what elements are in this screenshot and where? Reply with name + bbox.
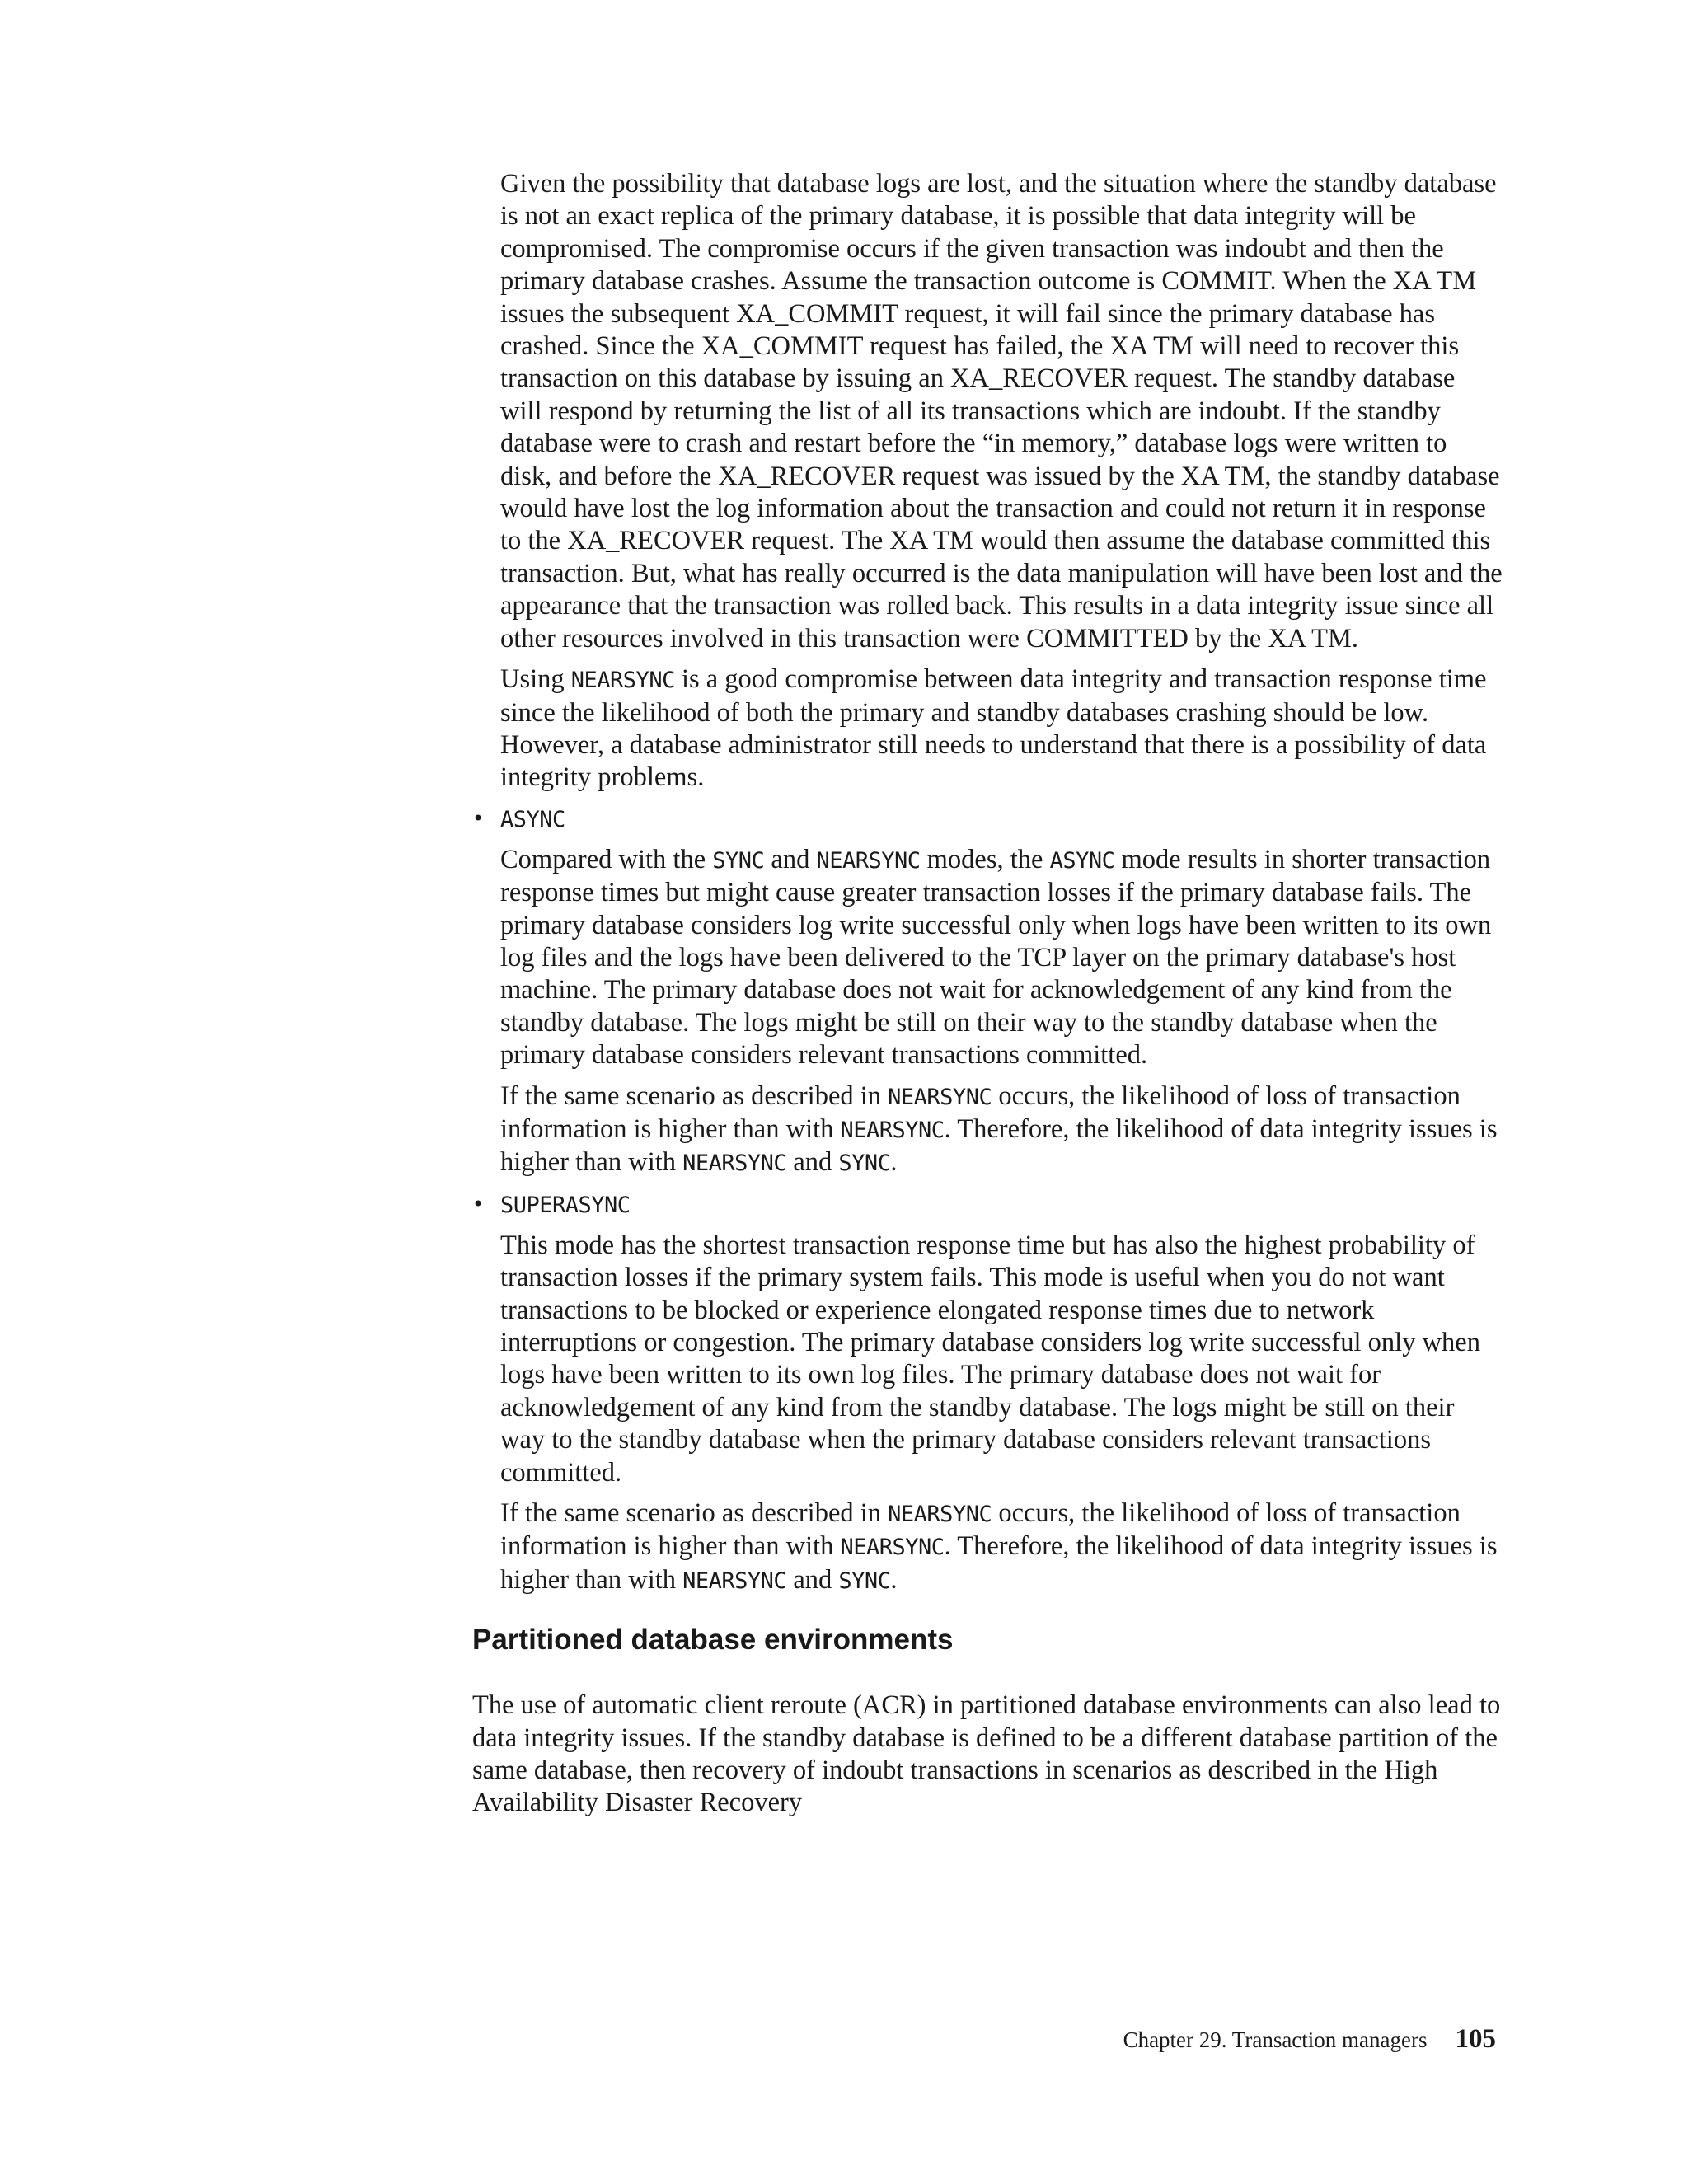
section-heading: Partitioned database environments <box>472 1624 954 1657</box>
paragraph-indoubt-risk: Given the possibility that database logs are lost, and the situation where the standby database is not an exact replica of the primary database, it is possible that data integrity will be compromised. The compromise occurs if the given transaction was indoubt and then the primary database crashes. Assume the transaction outcome is COMMIT. When the XA TM issues the subsequent XA_COMMIT request, it will fail since the primary database has crashed. Since the XA_COMMIT request has failed, the XA TM will need to recover this transaction on this database by issuing an XA_RECOVER request. The standby database will respond by returning the list of all its transactions which are indoubt. If the standby database were to crash and restart before the “in memory,” database logs were written to disk, and before the XA_RECOVER request was issued by the XA TM, the standby database would have lost the log information about the transaction and could not return it in response to the XA_RECOVER request. The XA TM would then assume the database committed this transaction. But, what has really occurred is the data manipulation will have been lost and the appearance that the transaction was rolled back. This results in a data integrity issue since all other resources involved in this transaction were COMMITTED by the XA TM. <box>500 169 1503 654</box>
paragraph-superasync-scenario <box>500 1497 1503 1597</box>
text-run: Compared with the <box>500 844 713 874</box>
paragraph-async-description <box>500 844 1503 1072</box>
page-footer <box>1123 2024 1496 2055</box>
text-run: and <box>786 1564 839 1595</box>
page-content <box>472 168 1503 1828</box>
code-nearsync: NEARSYNC <box>840 1535 945 1561</box>
code-nearsync: NEARSYNC <box>888 1502 992 1528</box>
text-run: . Therefore, the likelihood of data integrity issues is higher than with <box>500 1531 1498 1595</box>
list-item-superasync <box>472 1188 1503 1221</box>
code-nearsync: NEARSYNC <box>840 1117 945 1143</box>
paragraph-nearsync-compromise <box>500 663 1503 794</box>
paragraph-superasync-description: This mode has the shortest transaction response time but has also the highest probability of transaction losses if the primary system fails. This mode is useful when you do not want transactions to be blocked or experience elongated response times due to network interruptions or congestion. The primary database considers log write successful only when logs have been written to its own log files. The primary database does not wait for acknowledgement of any kind from the standby database. The logs might be still on their way to the standby database when the primary database considers relevant transactions committed. <box>500 1230 1480 1488</box>
text-run: If the same scenario as described in <box>500 1080 889 1111</box>
list-item-async <box>472 803 1503 836</box>
text-run: is a good compromise between data integrity and transaction response time since the likelihood of both the primary and standby databases crashing should be low. However, a database administrator still needs to understand that there is a possibility of data integrity problems. <box>500 664 1487 793</box>
code-sync: SYNC <box>838 1151 891 1177</box>
footer-chapter-title: Chapter 29. Transaction managers <box>1123 2027 1428 2052</box>
text-run: and <box>786 1147 839 1178</box>
text-run: modes, the <box>920 844 1050 874</box>
code-nearsync: NEARSYNC <box>816 847 921 874</box>
code-nearsync: NEARSYNC <box>682 1568 787 1594</box>
code-async: ASYNC <box>1049 847 1115 874</box>
page-number: 105 <box>1455 2024 1496 2054</box>
text-run: . <box>890 1147 898 1178</box>
paragraph-async-scenario <box>500 1080 1503 1180</box>
code-superasync-label: SUPERASYNC <box>500 1192 631 1218</box>
text-run: and <box>764 844 817 874</box>
text-run: Using <box>500 664 571 695</box>
code-nearsync: NEARSYNC <box>682 1151 787 1177</box>
code-sync: SYNC <box>838 1568 891 1594</box>
text-run: occurs, the likelihood of loss of transaction information is higher than with <box>500 1498 1461 1562</box>
paragraph-partitioned-env: The use of automatic client reroute (ACR) in partitioned database environments can also lead to data integrity issues. If the standby database is defined to be a different database partition of the same database, then recovery of indoubt transactions in scenarios as described in the High Availability Disaster Recovery <box>472 1690 1501 1818</box>
code-nearsync: NEARSYNC <box>888 1084 992 1110</box>
text-run: . Therefore, the likelihood of data integrity issues is higher than with <box>500 1113 1498 1178</box>
text-run: mode results in shorter transaction response times but might cause greater transaction losses if the primary database fails. The primary database considers log write successful only when logs have been written to its own log files and the logs have been delivered to the TCP layer on the primary database's host machine. The primary database does not wait for acknowledgement of any kind from the standby database. The logs might be still on their way to the standby database when the primary database considers relevant transactions committed. <box>500 844 1492 1071</box>
text-run: If the same scenario as described in <box>500 1498 889 1529</box>
bullet-icon: • <box>472 806 485 830</box>
bullet-icon: • <box>472 1192 485 1216</box>
code-sync: SYNC <box>712 847 765 874</box>
code-nearsync: NEARSYNC <box>570 668 675 694</box>
text-run: . <box>890 1564 898 1595</box>
code-async-label: ASYNC <box>500 806 565 832</box>
text-run: occurs, the likelihood of loss of transaction information is higher than with <box>500 1080 1461 1144</box>
